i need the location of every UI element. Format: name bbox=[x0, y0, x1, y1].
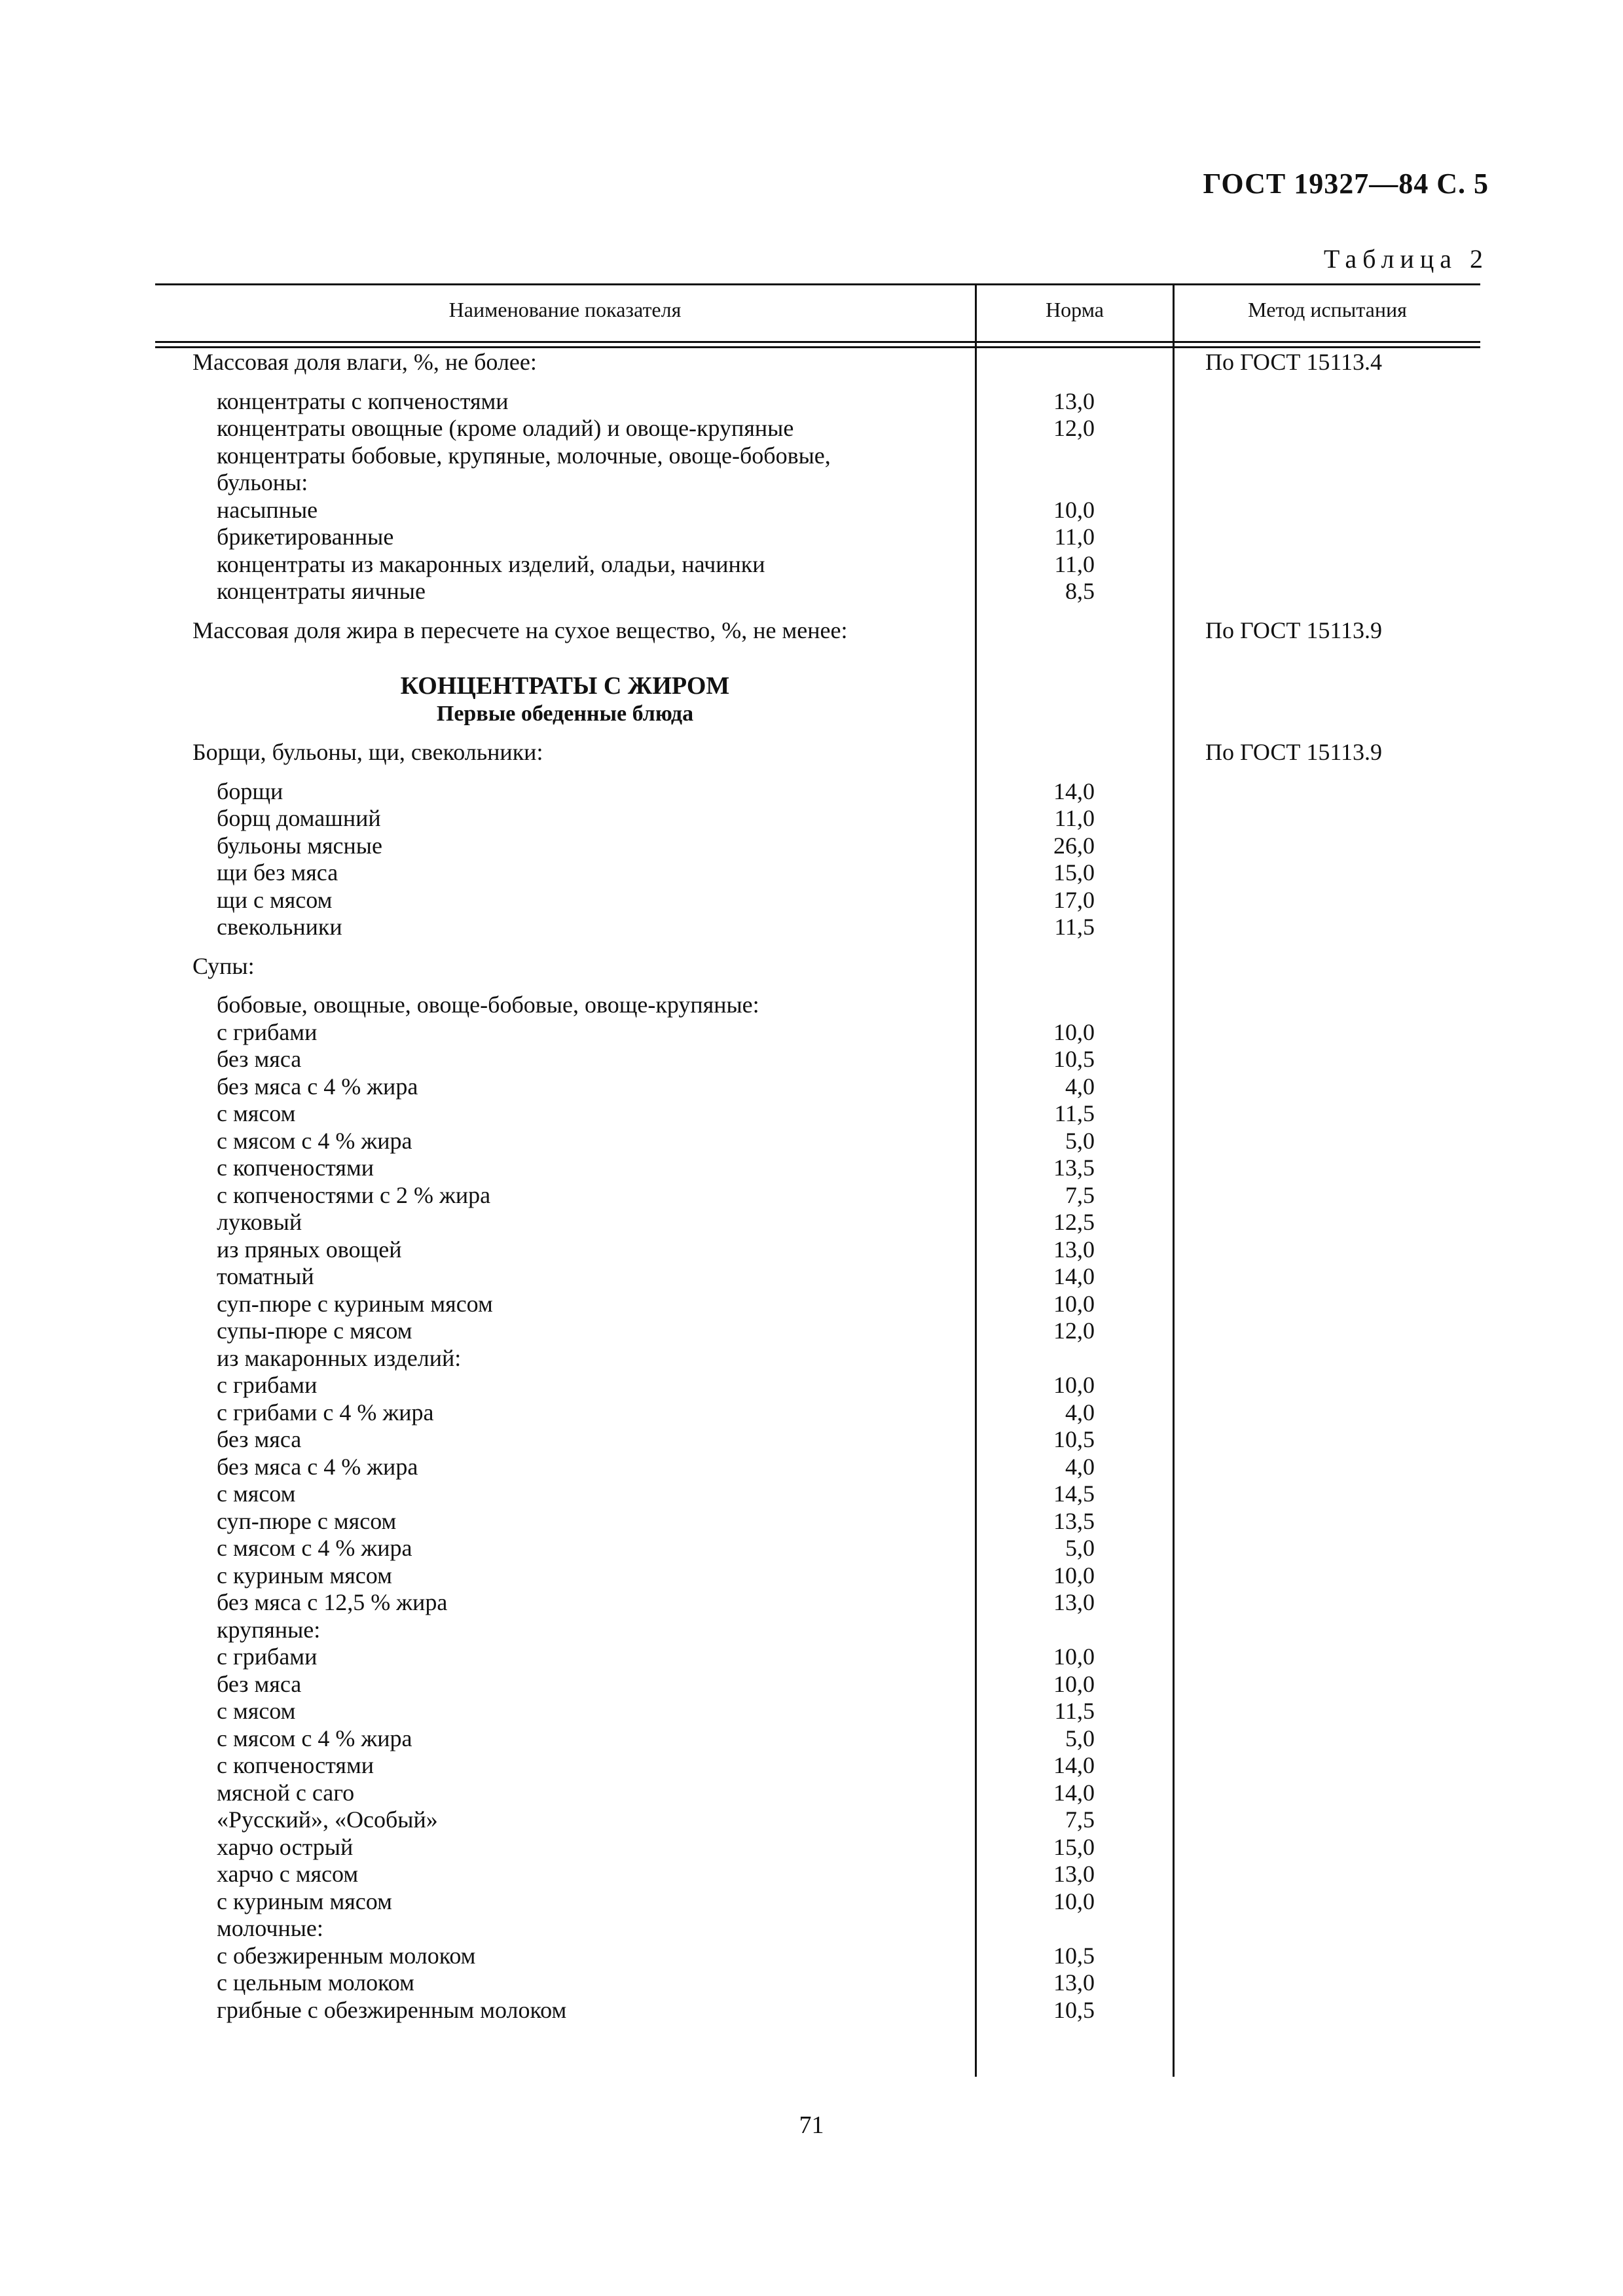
norm-value: 17,0 bbox=[1053, 886, 1095, 913]
indicator-name: «Русский», «Особый» bbox=[217, 1806, 438, 1833]
indicator-name: суп-пюре с куриным мясом bbox=[217, 1290, 493, 1317]
norm-cell bbox=[977, 578, 1241, 605]
indicator-name: концентраты овощные (кроме оладий) и овоще-крупяные bbox=[217, 415, 794, 441]
table-row bbox=[155, 1372, 1480, 1399]
table-row bbox=[155, 778, 1480, 806]
indicator-name: крупяные: bbox=[217, 1616, 321, 1643]
table-row bbox=[155, 1426, 1480, 1454]
norm-value: 13,0 bbox=[1053, 1969, 1095, 1996]
norm-cell bbox=[977, 1997, 1241, 2024]
norm-value: 10,5 bbox=[1053, 1426, 1095, 1452]
row-spacer bbox=[155, 766, 1480, 778]
table-row bbox=[155, 1508, 1480, 1535]
indicator-name: без мяса с 4 % жира bbox=[217, 1453, 418, 1480]
norm-cell bbox=[977, 442, 1241, 470]
table-row bbox=[155, 833, 1480, 860]
norm-value: 10,0 bbox=[1053, 496, 1095, 523]
table-row bbox=[155, 1888, 1480, 1916]
indicator-name: щи с мясом bbox=[217, 886, 333, 913]
table-row bbox=[155, 1236, 1480, 1264]
norm-cell bbox=[977, 551, 1241, 579]
norm-cell bbox=[977, 953, 1241, 980]
table-row bbox=[155, 1617, 1480, 1644]
table-row bbox=[155, 578, 1480, 605]
norm-value: 11,5 bbox=[1054, 1698, 1095, 1724]
indicator-name: Борщи, бульоны, щи, свекольники: bbox=[192, 739, 543, 765]
indicator-name: с куриным мясом bbox=[217, 1888, 392, 1914]
norm-value: 11,0 bbox=[1054, 524, 1095, 550]
row-spacer bbox=[155, 980, 1480, 992]
table-row bbox=[155, 442, 1480, 470]
indicator-name: Массовая доля жира в пересчете на сухое вещество, %, не менее: bbox=[192, 617, 848, 643]
norm-cell bbox=[977, 914, 1241, 941]
norm-value: 13,0 bbox=[1053, 1589, 1095, 1615]
norm-value: 10,5 bbox=[1053, 1942, 1095, 1969]
table-row bbox=[155, 1834, 1480, 1861]
table-row bbox=[155, 1535, 1480, 1562]
norm-cell bbox=[977, 388, 1241, 416]
norm-cell bbox=[977, 1454, 1241, 1481]
norm-value: 7,5 bbox=[1065, 1806, 1095, 1833]
indicator-name: харчо с мясом bbox=[217, 1861, 359, 1887]
indicator-name: с грибами с 4 % жира bbox=[217, 1399, 434, 1426]
table-row bbox=[155, 1128, 1480, 1155]
norm-value: 13,0 bbox=[1053, 1861, 1095, 1887]
norm-value: 12,0 bbox=[1053, 1318, 1095, 1344]
subsection-heading bbox=[155, 700, 1480, 728]
norm-value: 10,0 bbox=[1053, 1670, 1095, 1697]
indicator-name: с обезжиренным молоком bbox=[217, 1942, 476, 1969]
norm-value: 14,0 bbox=[1053, 1779, 1095, 1806]
indicator-name: концентраты с копченостями bbox=[217, 387, 509, 414]
indicator-name: бульоны мясные bbox=[217, 832, 382, 859]
norm-cell bbox=[977, 778, 1241, 806]
table-row bbox=[155, 1399, 1480, 1427]
norm-cell bbox=[977, 469, 1241, 497]
norm-cell bbox=[977, 1019, 1241, 1047]
table-group-row bbox=[155, 617, 1480, 645]
table-row bbox=[155, 1752, 1480, 1780]
norm-value: 10,0 bbox=[1053, 1562, 1095, 1588]
table-row bbox=[155, 1643, 1480, 1671]
table-row bbox=[155, 1046, 1480, 1073]
table-row bbox=[155, 1698, 1480, 1725]
indicator-name: суп-пюре с мясом bbox=[217, 1507, 397, 1534]
indicator-name: насыпные bbox=[217, 496, 318, 523]
norm-value: 12,5 bbox=[1053, 1209, 1095, 1235]
norm-value: 15,0 bbox=[1053, 859, 1095, 886]
indicator-name: молочные: bbox=[217, 1915, 323, 1941]
header-rule bbox=[155, 341, 1480, 343]
table-row bbox=[155, 1861, 1480, 1888]
indicator-name: бульоны: bbox=[217, 469, 308, 495]
norm-value: 13,5 bbox=[1053, 1507, 1095, 1534]
indicator-name: без мяса с 4 % жира bbox=[217, 1073, 418, 1100]
indicator-name: Массовая доля влаги, %, не более: bbox=[192, 349, 537, 375]
norm-cell bbox=[977, 739, 1241, 766]
table-row bbox=[155, 551, 1480, 579]
table-row bbox=[155, 497, 1480, 524]
table-group-row bbox=[155, 349, 1480, 376]
indicator-name: без мяса bbox=[217, 1426, 302, 1452]
norm-cell bbox=[977, 1589, 1241, 1617]
table-row bbox=[155, 1073, 1480, 1101]
column-header-norm: Норма bbox=[1046, 298, 1104, 321]
norm-cell bbox=[977, 1073, 1241, 1101]
table-row bbox=[155, 887, 1480, 914]
norm-cell bbox=[977, 1969, 1241, 1997]
row-spacer bbox=[155, 941, 1480, 953]
page-number: 71 bbox=[799, 2111, 824, 2139]
norm-cell bbox=[977, 833, 1241, 860]
norm-cell bbox=[977, 1182, 1241, 1210]
norm-cell bbox=[977, 1291, 1241, 1318]
norm-cell bbox=[977, 1508, 1241, 1535]
norm-cell bbox=[977, 1236, 1241, 1264]
norm-cell bbox=[977, 1698, 1241, 1725]
norm-value: 4,0 bbox=[1065, 1073, 1095, 1100]
norm-cell bbox=[977, 1155, 1241, 1182]
indicator-name: из пряных овощей bbox=[217, 1236, 402, 1263]
indicator-name: свекольники bbox=[217, 914, 342, 940]
norm-cell bbox=[977, 1861, 1241, 1888]
column-header-name: Наименование показателя bbox=[448, 298, 682, 321]
indicator-name: без мяса bbox=[217, 1670, 302, 1697]
table-row bbox=[155, 1263, 1480, 1291]
indicator-name: с куриным мясом bbox=[217, 1562, 392, 1588]
norm-cell bbox=[977, 617, 1241, 645]
table-row bbox=[155, 1454, 1480, 1481]
norm-cell bbox=[977, 1209, 1241, 1236]
table-row bbox=[155, 1209, 1480, 1236]
norm-value: 8,5 bbox=[1065, 578, 1095, 604]
norm-cell bbox=[977, 1426, 1241, 1454]
indicator-name: борщ домашний bbox=[217, 805, 381, 831]
indicator-name: с грибами bbox=[217, 1018, 318, 1045]
norm-value: 12,0 bbox=[1053, 415, 1095, 441]
norm-value: 10,0 bbox=[1053, 1888, 1095, 1914]
table-row bbox=[155, 805, 1480, 833]
table-row bbox=[155, 1780, 1480, 1807]
document-header: ГОСТ 19327—84 С. 5 bbox=[1203, 168, 1489, 200]
norm-value: 4,0 bbox=[1065, 1453, 1095, 1480]
norm-cell bbox=[977, 1399, 1241, 1427]
norm-cell bbox=[977, 1046, 1241, 1073]
norm-cell bbox=[977, 349, 1241, 376]
norm-cell bbox=[977, 1318, 1241, 1345]
norm-cell bbox=[977, 497, 1241, 524]
norm-value: 10,0 bbox=[1053, 1643, 1095, 1670]
indicator-name: концентраты бобовые, крупяные, молочные, овоще-бобовые, bbox=[217, 442, 831, 469]
norm-value: 13,0 bbox=[1053, 387, 1095, 414]
norm-cell bbox=[977, 1888, 1241, 1916]
norm-cell bbox=[977, 1643, 1241, 1671]
indicator-name: с мясом bbox=[217, 1100, 296, 1126]
norm-cell bbox=[977, 1372, 1241, 1399]
table-row bbox=[155, 992, 1480, 1019]
norm-value: 5,0 bbox=[1065, 1535, 1095, 1561]
table-row bbox=[155, 1725, 1480, 1753]
norm-value: 26,0 bbox=[1053, 832, 1095, 859]
norm-cell bbox=[977, 524, 1241, 551]
indicator-name: с мясом с 4 % жира bbox=[217, 1535, 412, 1561]
table-row bbox=[155, 388, 1480, 416]
norm-value: 10,0 bbox=[1053, 1372, 1095, 1398]
table-top-rule bbox=[155, 283, 1480, 285]
table-row bbox=[155, 1318, 1480, 1345]
norm-value: 10,5 bbox=[1053, 1046, 1095, 1072]
indicator-name: без мяса с 12,5 % жира bbox=[217, 1589, 448, 1615]
table-row bbox=[155, 1182, 1480, 1210]
norm-value: 11,5 bbox=[1054, 914, 1095, 940]
norm-value: 10,0 bbox=[1053, 1018, 1095, 1045]
norm-value: 15,0 bbox=[1053, 1833, 1095, 1860]
indicator-name: борщи bbox=[217, 778, 283, 804]
table-row bbox=[155, 859, 1480, 887]
norm-value: 11,5 bbox=[1054, 1100, 1095, 1126]
test-method: По ГОСТ 15113.4 bbox=[1205, 349, 1383, 375]
table-row bbox=[155, 1806, 1480, 1834]
norm-value: 7,5 bbox=[1065, 1181, 1095, 1208]
norm-cell bbox=[977, 1617, 1241, 1644]
table-row bbox=[155, 1997, 1480, 2024]
table-row bbox=[155, 1562, 1480, 1590]
table-row bbox=[155, 1671, 1480, 1698]
indicator-name: с копченостями bbox=[217, 1155, 374, 1181]
indicator-name: с мясом с 4 % жира bbox=[217, 1127, 412, 1154]
norm-cell bbox=[977, 1752, 1241, 1780]
indicator-name: без мяса bbox=[217, 1046, 302, 1072]
table-row bbox=[155, 1589, 1480, 1617]
table-row bbox=[155, 914, 1480, 941]
data-table bbox=[155, 283, 1480, 2077]
table-row bbox=[155, 1019, 1480, 1047]
section-title: КОНЦЕНТРАТЫ С ЖИРОМ bbox=[400, 672, 730, 700]
norm-value: 11,0 bbox=[1054, 805, 1095, 831]
table-row bbox=[155, 1155, 1480, 1182]
table-row bbox=[155, 1943, 1480, 1970]
indicator-name: с цельным молоком bbox=[217, 1969, 414, 1996]
indicator-name: луковый bbox=[217, 1209, 302, 1235]
test-method: По ГОСТ 15113.9 bbox=[1205, 739, 1383, 765]
indicator-name: грибные с обезжиренным молоком bbox=[217, 1996, 567, 2023]
subsection-title: Первые обеденные блюда bbox=[436, 701, 694, 726]
indicator-name: щи без мяса bbox=[217, 859, 338, 886]
indicator-name: с мясом с 4 % жира bbox=[217, 1725, 412, 1751]
indicator-name: с копченостями bbox=[217, 1752, 374, 1778]
table-row bbox=[155, 1969, 1480, 1997]
norm-value: 13,5 bbox=[1053, 1155, 1095, 1181]
table-row bbox=[155, 1345, 1480, 1372]
indicator-name: томатный bbox=[217, 1263, 314, 1289]
norm-value: 5,0 bbox=[1065, 1725, 1095, 1751]
table-row bbox=[155, 415, 1480, 442]
indicator-name: бобовые, овощные, овоще-бобовые, овоще-крупяные: bbox=[217, 992, 759, 1018]
norm-cell bbox=[977, 805, 1241, 833]
table-group-row bbox=[155, 953, 1480, 980]
indicator-name: супы-пюре с мясом bbox=[217, 1318, 412, 1344]
column-header-method: Метод испытания bbox=[1248, 298, 1407, 321]
row-spacer bbox=[155, 376, 1480, 388]
norm-cell bbox=[977, 1725, 1241, 1753]
norm-cell bbox=[977, 1562, 1241, 1590]
norm-value: 14,0 bbox=[1053, 778, 1095, 804]
table-row bbox=[155, 469, 1480, 497]
header-rule-double bbox=[155, 346, 1480, 348]
norm-cell bbox=[977, 1806, 1241, 1834]
norm-cell bbox=[977, 1780, 1241, 1807]
indicator-name: концентраты яичные bbox=[217, 578, 426, 604]
indicator-name: с мясом bbox=[217, 1480, 296, 1507]
indicator-name: с копченостями с 2 % жира bbox=[217, 1181, 491, 1208]
norm-value: 14,0 bbox=[1053, 1752, 1095, 1778]
indicator-name: Супы: bbox=[192, 952, 255, 979]
norm-value: 10,5 bbox=[1053, 1996, 1095, 2023]
indicator-name: из макаронных изделий: bbox=[217, 1344, 462, 1371]
row-spacer bbox=[155, 644, 1480, 673]
table-caption: Таблица 2 bbox=[1323, 244, 1489, 274]
norm-value: 10,0 bbox=[1053, 1290, 1095, 1317]
norm-cell bbox=[977, 1345, 1241, 1372]
norm-value: 13,0 bbox=[1053, 1236, 1095, 1263]
table-group-row bbox=[155, 739, 1480, 766]
norm-cell bbox=[977, 415, 1241, 442]
indicator-name: брикетированные bbox=[217, 524, 394, 550]
table-row bbox=[155, 1480, 1480, 1508]
norm-cell bbox=[977, 1128, 1241, 1155]
indicator-name: с мясом bbox=[217, 1698, 296, 1724]
norm-value: 14,5 bbox=[1053, 1480, 1095, 1507]
norm-cell bbox=[977, 1915, 1241, 1943]
norm-cell bbox=[977, 887, 1241, 914]
indicator-name: харчо острый bbox=[217, 1833, 354, 1860]
norm-value: 5,0 bbox=[1065, 1127, 1095, 1154]
table-row bbox=[155, 1100, 1480, 1128]
indicator-name: с грибами bbox=[217, 1643, 318, 1670]
norm-value: 11,0 bbox=[1054, 550, 1095, 577]
test-method: По ГОСТ 15113.9 bbox=[1205, 617, 1383, 643]
norm-cell bbox=[977, 1263, 1241, 1291]
norm-cell bbox=[977, 1535, 1241, 1562]
section-heading bbox=[155, 673, 1480, 700]
norm-cell bbox=[977, 859, 1241, 887]
table-body bbox=[155, 349, 1480, 2024]
indicator-name: концентраты из макаронных изделий, оладьи, начинки bbox=[217, 550, 765, 577]
norm-cell bbox=[977, 992, 1241, 1019]
indicator-name: мясной с саго bbox=[217, 1779, 355, 1806]
row-spacer bbox=[155, 727, 1480, 739]
indicator-name: с грибами bbox=[217, 1372, 318, 1398]
norm-cell bbox=[977, 1943, 1241, 1970]
table-row bbox=[155, 1915, 1480, 1943]
table-row bbox=[155, 1291, 1480, 1318]
norm-value: 14,0 bbox=[1053, 1263, 1095, 1289]
table-row bbox=[155, 524, 1480, 551]
norm-value: 4,0 bbox=[1065, 1399, 1095, 1426]
norm-cell bbox=[977, 1834, 1241, 1861]
norm-cell bbox=[977, 1100, 1241, 1128]
row-spacer bbox=[155, 605, 1480, 617]
norm-cell bbox=[977, 1671, 1241, 1698]
norm-cell bbox=[977, 1480, 1241, 1508]
